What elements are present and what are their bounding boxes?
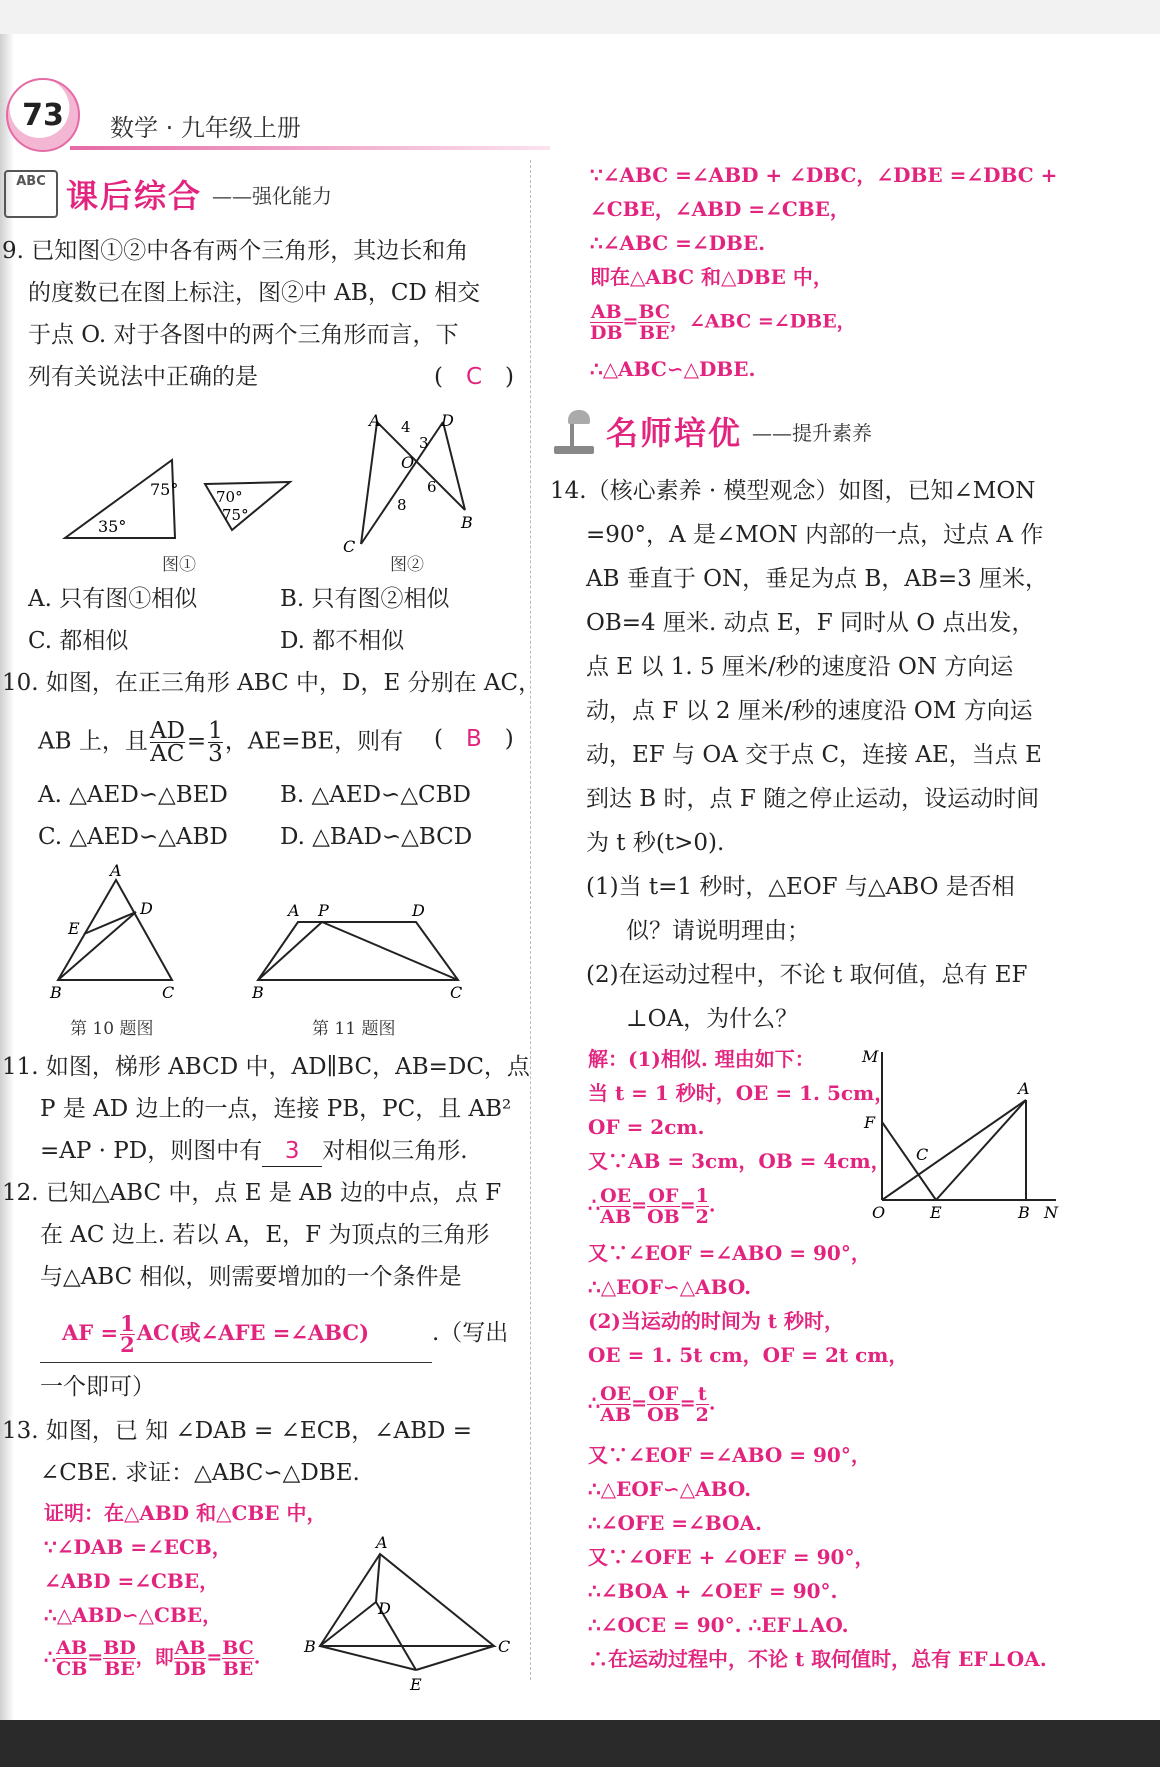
q9-option-b: B. 只有图②相似 <box>280 586 450 612</box>
book-title: 数学 · 九年级上册 <box>110 114 301 142</box>
q10-line-1: 10. 如图，在正三角形 ABC 中，D，E 分别在 AC， <box>2 670 542 696</box>
q12-tail: .（写出 <box>432 1320 509 1346</box>
svg-text:C: C <box>498 1637 511 1656</box>
abc-book-icon: ABC <box>4 170 58 218</box>
svg-text:C: C <box>450 983 463 1002</box>
q14-sub1-line-1: (1)当 t=1 秒时，△EOF 与△ABO 是否相 <box>586 874 1015 900</box>
q14-solution-3: OF = 2cm. <box>588 1115 705 1139</box>
q14-line-9: 为 t 秒(t>0). <box>586 830 725 856</box>
svg-text:E: E <box>410 1675 422 1694</box>
svg-text:B: B <box>50 983 62 1002</box>
q10-option-a: A. △AED∽△BED <box>38 782 228 808</box>
q13-line-1: 13. 如图，已 知 ∠DAB = ∠ECB，∠ABD = <box>2 1418 472 1444</box>
q9-answer: C <box>465 364 483 390</box>
q14-line-4: OB=4 厘米. 动点 E，F 同时从 O 点出发， <box>586 610 1035 636</box>
section-title: 名师培优 <box>606 414 743 452</box>
q13-line-2: ∠CBE. 求证：△ABC∽△DBE. <box>40 1460 360 1486</box>
q10-option-c: C. △AED∽△ABD <box>38 824 228 850</box>
q13-proof-line-2: ∵∠DAB =∠ECB， <box>44 1535 232 1559</box>
svg-text:C: C <box>343 537 356 556</box>
q13-proof-fraction-line: ∴ $\frac{AB}{CB}$ = $\frac{BD}{BE}$ ，即 $\frac{AB}{DB}$ = $\frac{BC}{BE}$ . <box>44 1637 261 1680</box>
q14-solution-4: 又∵AB = 3cm，OB = 4cm， <box>588 1149 891 1173</box>
svg-text:8: 8 <box>397 496 407 514</box>
q9-line-1: 9. 已知图①②中各有两个三角形，其边长和角 <box>2 238 469 264</box>
svg-text:6: 6 <box>427 478 437 496</box>
q13-proof-line-1: 证明：在△ABD 和△CBE 中， <box>44 1501 327 1525</box>
svg-text:M: M <box>862 1047 879 1066</box>
q9-line-4: 列有关说法中正确的是 <box>28 364 258 390</box>
q13-proof-right-1: ∵∠ABC =∠ABD + ∠DBC，∠DBE =∠DBC + <box>590 163 1058 187</box>
svg-text:E: E <box>68 919 80 938</box>
q13-proof-right-end: ∴△ABC∽△DBE. <box>590 357 756 381</box>
q14-solution-13: ∴∠BOA + ∠OEF = 90°. <box>588 1579 838 1603</box>
svg-text:D: D <box>140 899 153 918</box>
svg-text:N: N <box>1044 1203 1058 1222</box>
svg-text:3: 3 <box>419 434 429 452</box>
fig1-label: 70° <box>216 488 243 506</box>
q14-solution-9: 又∵∠EOF =∠ABO = 90°， <box>588 1443 871 1467</box>
section-title: 课后综合 <box>66 177 203 215</box>
header-rule <box>70 146 550 150</box>
q11-answer: 3 <box>262 1136 322 1167</box>
q10-caption: 第 10 题图 <box>70 1019 154 1039</box>
page-number: 73 <box>22 97 64 133</box>
q9-caption-2: 图② <box>390 555 424 575</box>
q9-figure-2 <box>335 410 485 560</box>
q12-answer: AF = $\frac{1}{2}$ AC(或∠AFE =∠ABC) <box>62 1311 370 1357</box>
q9-option-a: A. 只有图①相似 <box>28 586 198 612</box>
svg-text:A: A <box>376 1533 388 1552</box>
fig1-label: 75° <box>150 480 179 499</box>
q14-solution-10: ∴△EOF∽△ABO. <box>588 1477 752 1501</box>
fig1-label: 35° <box>98 517 127 536</box>
q12-line-last: 一个即可） <box>40 1374 155 1400</box>
q14-line-2: =90°，A 是∠MON 内部的一点，过点 A 作 <box>586 522 1044 548</box>
q9-option-d: D. 都不相似 <box>280 628 405 654</box>
svg-text:B: B <box>461 513 473 532</box>
q9-option-c: C. 都相似 <box>28 628 129 654</box>
q14-solution-5: 又∵∠EOF =∠ABO = 90°， <box>588 1241 871 1265</box>
q9-line-3: 于点 O. 对于各图中的两个三角形而言，下 <box>28 322 459 348</box>
section-subtitle: ——提升素养 <box>752 420 873 445</box>
q12-line-3: 与△ABC 相似，则需要增加的一个条件是 <box>40 1264 462 1290</box>
q14-line-5: 点 E 以 1. 5 厘米/秒的速度沿 ON 方向运 <box>586 654 1014 680</box>
svg-text:C: C <box>916 1145 929 1164</box>
svg-text:O: O <box>872 1203 886 1222</box>
q14-solution-8: OE = 1. 5t cm，OF = 2t cm， <box>588 1343 909 1367</box>
q14-sub2-line-1: (2)在运动过程中，不论 t 取何值，总有 EF <box>586 962 1028 988</box>
q14-sub2-line-2: ⊥OA，为什么？ <box>626 1006 799 1032</box>
page-gutter-shadow <box>0 34 14 1720</box>
q11-figure <box>248 896 472 1002</box>
svg-text:F: F <box>864 1113 876 1132</box>
section-subtitle: ——强化能力 <box>212 183 333 208</box>
q14-line-7: 动，EF 与 OA 交于点 C，连接 AE，当点 E <box>586 742 1042 768</box>
svg-text:O: O <box>401 453 415 472</box>
desk-lamp-icon <box>548 406 598 456</box>
q13-proof-line-3: ∠ABD =∠CBE， <box>44 1569 220 1593</box>
q14-line-8: 到达 B 时，点 F 随之停止运动，设运动时间 <box>586 786 1040 812</box>
svg-text:D: D <box>412 901 425 920</box>
svg-text:4: 4 <box>401 418 411 436</box>
q9-caption-1: 图① <box>162 555 196 575</box>
q14-solution-15: ∴在运动过程中，不论 t 取何值时，总有 EF⊥OA. <box>588 1647 1047 1671</box>
q14-line-1: 14.（核心素养 · 模型观念）如图，已知∠MON <box>550 478 1036 504</box>
viewer-top-bar <box>0 0 1160 35</box>
fig1-label: 75° <box>222 506 249 524</box>
q11-line-3: =AP · PD，则图中有 3 对相似三角形. <box>40 1132 468 1170</box>
q11-line-1: 11. 如图，梯形 ABCD 中，AD∥BC，AB=DC，点 <box>2 1054 530 1080</box>
q14-line-6: 动，点 F 以 2 厘米/秒的速度沿 OM 方向运 <box>586 698 1033 724</box>
column-divider <box>530 160 531 1680</box>
q14-solution-fraction-1: ∴ $\frac{OE}{AB}$ = $\frac{OF}{OB}$ = $\frac{1}{2}$ . <box>588 1185 716 1228</box>
svg-text:C: C <box>162 983 175 1002</box>
q10-answer: B <box>465 726 482 752</box>
svg-text:P: P <box>318 901 329 920</box>
q12-line-2: 在 AC 边上. 若以 A，E，F 为顶点的三角形 <box>40 1222 490 1248</box>
q13-proof-right-4: 即在△ABC 和△DBE 中， <box>590 265 833 289</box>
q14-solution-14: ∴∠OCE = 90°. ∴EF⊥AO. <box>588 1613 849 1637</box>
q14-solution-11: ∴∠OFE =∠BOA. <box>588 1511 763 1535</box>
q12-line-1: 12. 已知△ABC 中，点 E 是 AB 边的中点，点 F <box>2 1180 502 1206</box>
page-number-badge <box>6 78 80 152</box>
q10-line-2: AB 上，且 $\frac{AD}{AC}$ = $\frac{1}{3}$ ，AE=BE，则有 <box>38 718 404 767</box>
q14-line-3: AB 垂直于 ON，垂足为点 B，AB=3 厘米， <box>586 566 1049 592</box>
q14-solution-7: (2)当运动的时间为 t 秒时， <box>588 1309 845 1333</box>
svg-text:A: A <box>288 901 300 920</box>
svg-text:D: D <box>441 411 454 430</box>
q14-figure <box>860 1042 1060 1222</box>
q14-solution-6: ∴△EOF∽△ABO. <box>588 1275 752 1299</box>
svg-text:B: B <box>1018 1203 1030 1222</box>
q11-line-2: P 是 AD 边上的一点，连接 PB，PC，且 AB² <box>40 1096 512 1122</box>
svg-text:A: A <box>369 411 381 430</box>
svg-text:B: B <box>304 1637 316 1656</box>
q13-proof-right-2: ∠CBE，∠ABD =∠CBE， <box>590 197 850 221</box>
svg-text:A: A <box>110 862 122 880</box>
q9-answer-bracket: ( C ) <box>434 364 515 390</box>
q10-answer-bracket: ( B ) <box>434 726 514 752</box>
q14-solution-fraction-2: ∴ $\frac{OE}{AB}$ = $\frac{OF}{OB}$ = $\frac{t}{2}$ . <box>588 1383 716 1426</box>
q13-figure <box>300 1530 520 1700</box>
svg-text:E: E <box>930 1203 942 1222</box>
svg-text:A: A <box>1018 1079 1030 1098</box>
q10-option-b: B. △AED∽△CBD <box>280 782 471 808</box>
q10-figure <box>44 862 184 1002</box>
q13-proof-right-3: ∴∠ABC =∠DBE. <box>590 231 766 255</box>
q13-proof-line-4: ∴△ABD∽△CBE， <box>44 1603 223 1627</box>
q14-sub1-line-2: 似？请说明理由； <box>626 918 810 944</box>
svg-text:D: D <box>378 1599 391 1618</box>
svg-text:B: B <box>252 983 264 1002</box>
section-header-teacher <box>548 406 872 456</box>
q13-proof-right-fraction: $\frac{AB}{DB}$ = $\frac{BC}{BE}$ ，∠ABC =∠DBE， <box>590 301 856 344</box>
q14-solution-2: 当 t = 1 秒时，OE = 1. 5cm， <box>588 1081 895 1105</box>
viewer-bottom-bar <box>0 1720 1160 1767</box>
q9-line-2: 的度数已在图上标注，图②中 AB，CD 相交 <box>28 280 481 306</box>
q11-caption: 第 11 题图 <box>312 1019 396 1039</box>
section-header-after-class <box>4 170 332 218</box>
q12-answer-underline <box>40 1362 432 1363</box>
q14-solution-1: 解：(1)相似. 理由如下： <box>588 1047 815 1071</box>
q10-option-d: D. △BAD∽△BCD <box>280 824 473 850</box>
q14-solution-12: 又∵∠OFE + ∠OEF = 90°， <box>588 1545 875 1569</box>
